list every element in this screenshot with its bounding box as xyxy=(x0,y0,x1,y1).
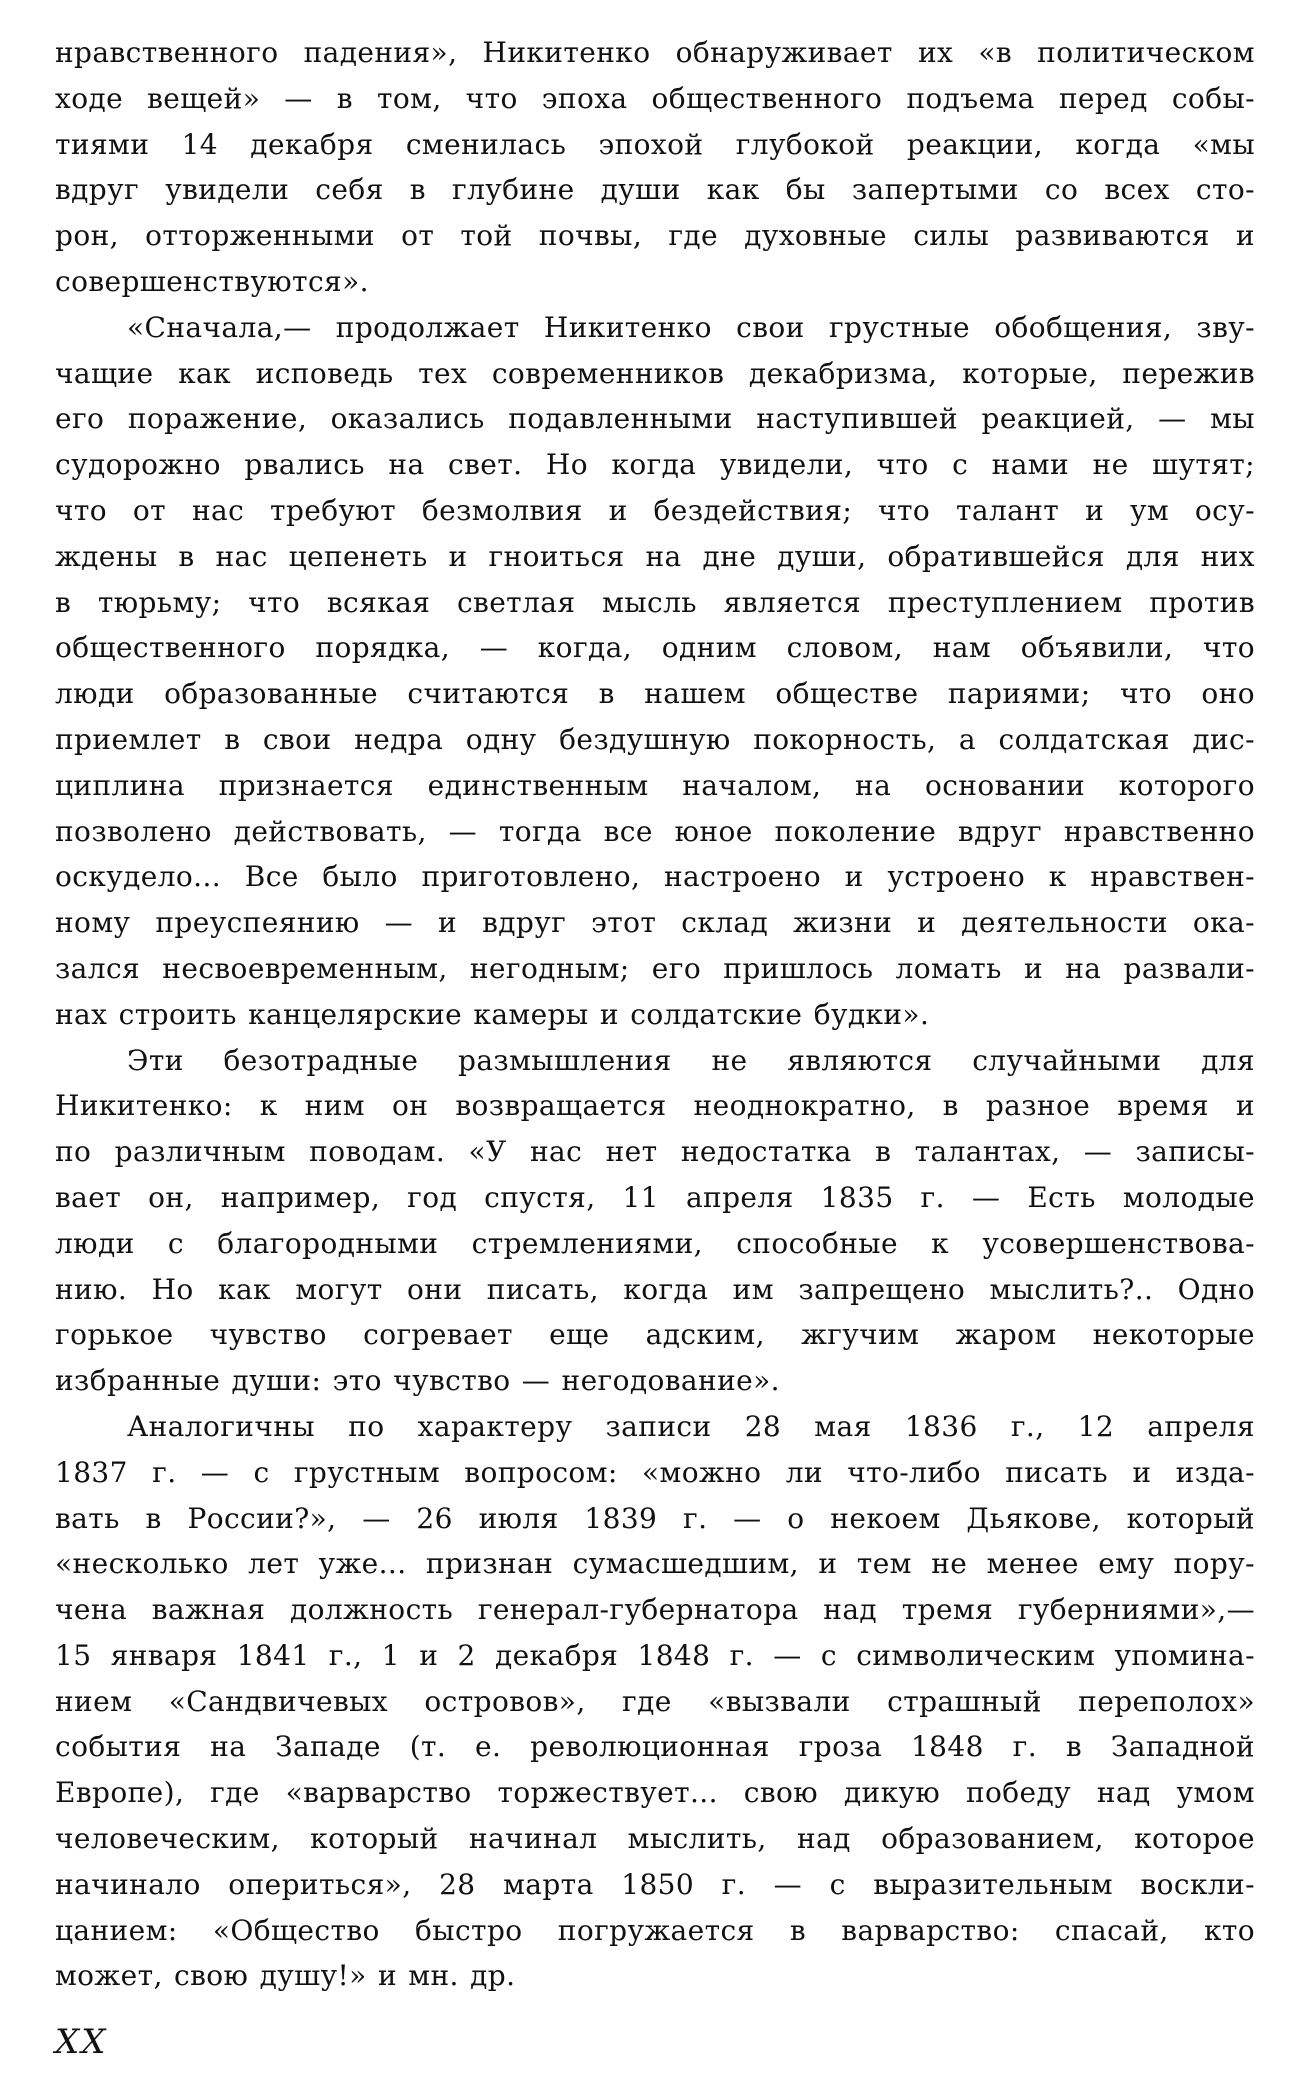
text-line: оскудело... Все было приготовлено, настроено и устроено к нравствен- xyxy=(55,860,1255,894)
text-line: нах строить канцелярские камеры и солдатские будки». xyxy=(55,997,930,1031)
text-line: Эти безотрадные размышления не являются случайными для xyxy=(127,1043,1255,1077)
text-line: человеческим, который начинал мыслить, над образованием, которое xyxy=(55,1822,1255,1856)
text-line: нием «Сандвичевых островов», где «вызвали страшный переполох» xyxy=(55,1684,1255,1718)
text-line: вать в России?», — 26 июля 1839 г. — о некоем Дьякове, который xyxy=(55,1501,1255,1535)
text-line: общественного порядка, — когда, одним словом, нам объявили, что xyxy=(55,631,1255,665)
text-line: Аналогичны по характеру записи 28 мая 1836 г., 12 апреля xyxy=(127,1409,1255,1443)
text-line: нию. Но как могут они писать, когда им запрещено мыслить?.. Одно xyxy=(55,1272,1255,1306)
text-line: события на Западе (т. е. революционная гроза 1848 г. в Западной xyxy=(55,1730,1255,1764)
text-line: 1837 г. — с грустным вопросом: «можно ли что-либо писать и изда- xyxy=(55,1455,1255,1489)
text-line: ждены в нас цепенеть и гноиться на дне души, обратившейся для них xyxy=(55,539,1255,573)
text-line: приемлет в свои недра одну бездушную покорность, а солдатская дис- xyxy=(55,722,1255,756)
text-line: нравственного падения», Никитенко обнаруживает их «в политическом xyxy=(55,36,1255,69)
text-line: начинало опериться», 28 марта 1850 г. — с выразительным воскли- xyxy=(55,1867,1255,1901)
text-line: совершенствуются». xyxy=(55,264,369,298)
text-line: вает он, например, год спустя, 11 апреля 1835 г. — Есть молодые xyxy=(55,1180,1255,1214)
text-line: цанием: «Общество быстро погружается в варварство: спасай, кто xyxy=(55,1913,1255,1947)
text-line: «Сначала,— продолжает Никитенко свои грустные обобщения, зву- xyxy=(127,310,1255,344)
paragraph xyxy=(55,305,1255,1038)
page-number: XX xyxy=(55,2022,108,2062)
text-line: позволено действовать, — тогда все юное поколение вдруг нравственно xyxy=(55,814,1255,848)
text-line: люди образованные считаются в нашем обществе париями; что оно xyxy=(55,677,1255,711)
text-line: ному преуспеянию — и вдруг этот склад жизни и деятельности ока- xyxy=(55,906,1255,940)
text-line: люди с благородными стремлениями, способные к усовершенствова- xyxy=(55,1226,1255,1260)
text-line: Европе), где «варварство торжествует... свою дикую победу над умом xyxy=(55,1776,1255,1810)
text-line: чащие как исповедь тех современников декабризма, которые, пережив xyxy=(55,356,1255,390)
page-body xyxy=(55,30,1255,1999)
text-line: зался несвоевременным, негодным; его пришлось ломать и на развали- xyxy=(55,951,1255,985)
paragraph xyxy=(55,30,1255,305)
paragraph xyxy=(55,1404,1255,1999)
text-line: циплина признается единственным началом, на основании которого xyxy=(55,768,1255,802)
text-line: по различным поводам. «У нас нет недостатка в талантах, — записы- xyxy=(55,1135,1255,1169)
text-line: рон, отторженными от той почвы, где духовные силы развиваются и xyxy=(55,219,1255,253)
text-line: что от нас требуют безмолвия и бездействия; что талант и ум осу- xyxy=(55,493,1255,527)
text-line: ходе вещей» — в том, что эпоха общественного подъема перед собы- xyxy=(55,81,1255,115)
text-line: его поражение, оказались подавленными наступившей реакцией, — мы xyxy=(55,402,1255,436)
text-line: вдруг увидели себя в глубине души как бы запертыми со всех сто- xyxy=(55,173,1255,207)
text-line: чена важная должность генерал-губернатора над тремя губерниями»,— xyxy=(55,1593,1255,1627)
text-line: Никитенко: к ним он возвращается неоднократно, в разное время и xyxy=(55,1089,1255,1123)
text-line: в тюрьму; что всякая светлая мысль является преступлением против xyxy=(55,585,1255,619)
text-line: судорожно рвались на свет. Но когда увидели, что с нами не шутят; xyxy=(55,448,1255,482)
text-line: может, свою душу!» и мн. др. xyxy=(55,1959,516,1993)
text-line: избранные души: это чувство — негодование». xyxy=(55,1364,780,1398)
text-line: горькое чувство согревает еще адским, жгучим жаром некоторые xyxy=(55,1318,1255,1352)
text-line: 15 января 1841 г., 1 и 2 декабря 1848 г. — с символическим упомина- xyxy=(55,1638,1255,1672)
text-line: тиями 14 декабря сменилась эпохой глубокой реакции, когда «мы xyxy=(55,127,1255,161)
paragraph xyxy=(55,1038,1255,1404)
text-line: «несколько лет уже... признан сумасшедшим, и тем не менее ему пору- xyxy=(55,1547,1255,1581)
